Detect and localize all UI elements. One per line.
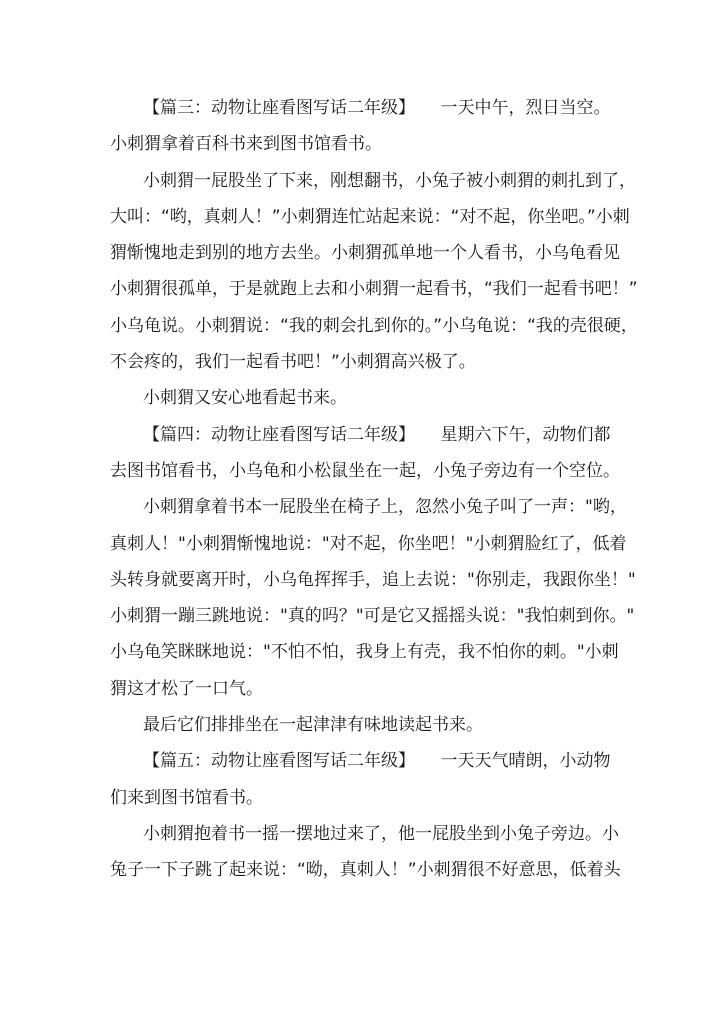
text-line: 小乌龟说。小刺猬说：“我的刺会扎到你的。”小乌龟说：“我的壳很硬， <box>110 315 638 336</box>
text-line: 真刺人！"小刺猬惭愧地说："对不起，你坐吧！"小刺猬脸红了，低着 <box>110 533 627 554</box>
text-line: 们来到图书馆看书。 <box>110 787 263 808</box>
paragraph-start: 小刺猬抱着书一摇一摆地过来了，他一屁股坐到小兔子旁边。小 <box>143 823 619 844</box>
paragraph-start: 小刺猬又安心地看起书来。 <box>143 388 347 409</box>
text-line: 头转身就要离开时，小乌龟挥挥手，追上去说："你别走，我跟你坐！" <box>110 569 636 590</box>
paragraph-start: 小刺猬拿着书本一屁股坐在椅子上，忽然小兔子叫了一声："哟， <box>143 497 627 518</box>
section-heading-4: 【篇四：动物让座看图写话二年级】 星期六下午，动物们都 <box>143 424 611 445</box>
text-line: 不会疼的，我们一起看书吧！”小刺猬高兴极了。 <box>110 352 476 373</box>
text-line: 猬惭愧地走到别的地方去坐。小刺猬孤单地一个人看书，小乌龟看见 <box>110 243 620 264</box>
section-heading-3: 【篇三：动物让座看图写话二年级】 一天中午，烈日当空。 <box>143 98 611 118</box>
paragraph-start: 小刺猬一屁股坐了下来，刚想翻书，小兔子被小刺猬的刺扎到了， <box>143 170 636 191</box>
text-line: 去图书馆看书，小乌龟和小松鼠坐在一起，小兔子旁边有一个空位。 <box>110 460 620 481</box>
text-line: 小刺猬拿着百科书来到图书馆看书。 <box>110 134 382 155</box>
text-line: 小刺猬很孤单，于是就跑上去和小刺猬一起看书，“我们一起看书吧！” <box>110 279 638 300</box>
text-line: 大叫：“哟，真刺人！”小刺猬连忙站起来说：“对不起，你坐吧。”小刺 <box>110 206 630 227</box>
text-line: 小乌龟笑眯眯地说："不怕不怕，我身上有壳，我不怕你的刺。"小刺 <box>110 642 619 663</box>
text-line: 小刺猬一蹦三跳地说："真的吗？"可是它又摇摇头说："我怕刺到你。" <box>110 606 635 627</box>
text-line: 兔子一下子跳了起来说：“呦，真刺人！”小刺猬很不好意思，低着头 <box>110 860 621 881</box>
text-line: 猬这才松了一口气。 <box>110 678 263 699</box>
paragraph-start: 最后它们排排坐在一起津津有味地读起书来。 <box>143 715 483 736</box>
section-heading-5: 【篇五：动物让座看图写话二年级】 一天天气晴朗，小动物 <box>143 751 611 772</box>
